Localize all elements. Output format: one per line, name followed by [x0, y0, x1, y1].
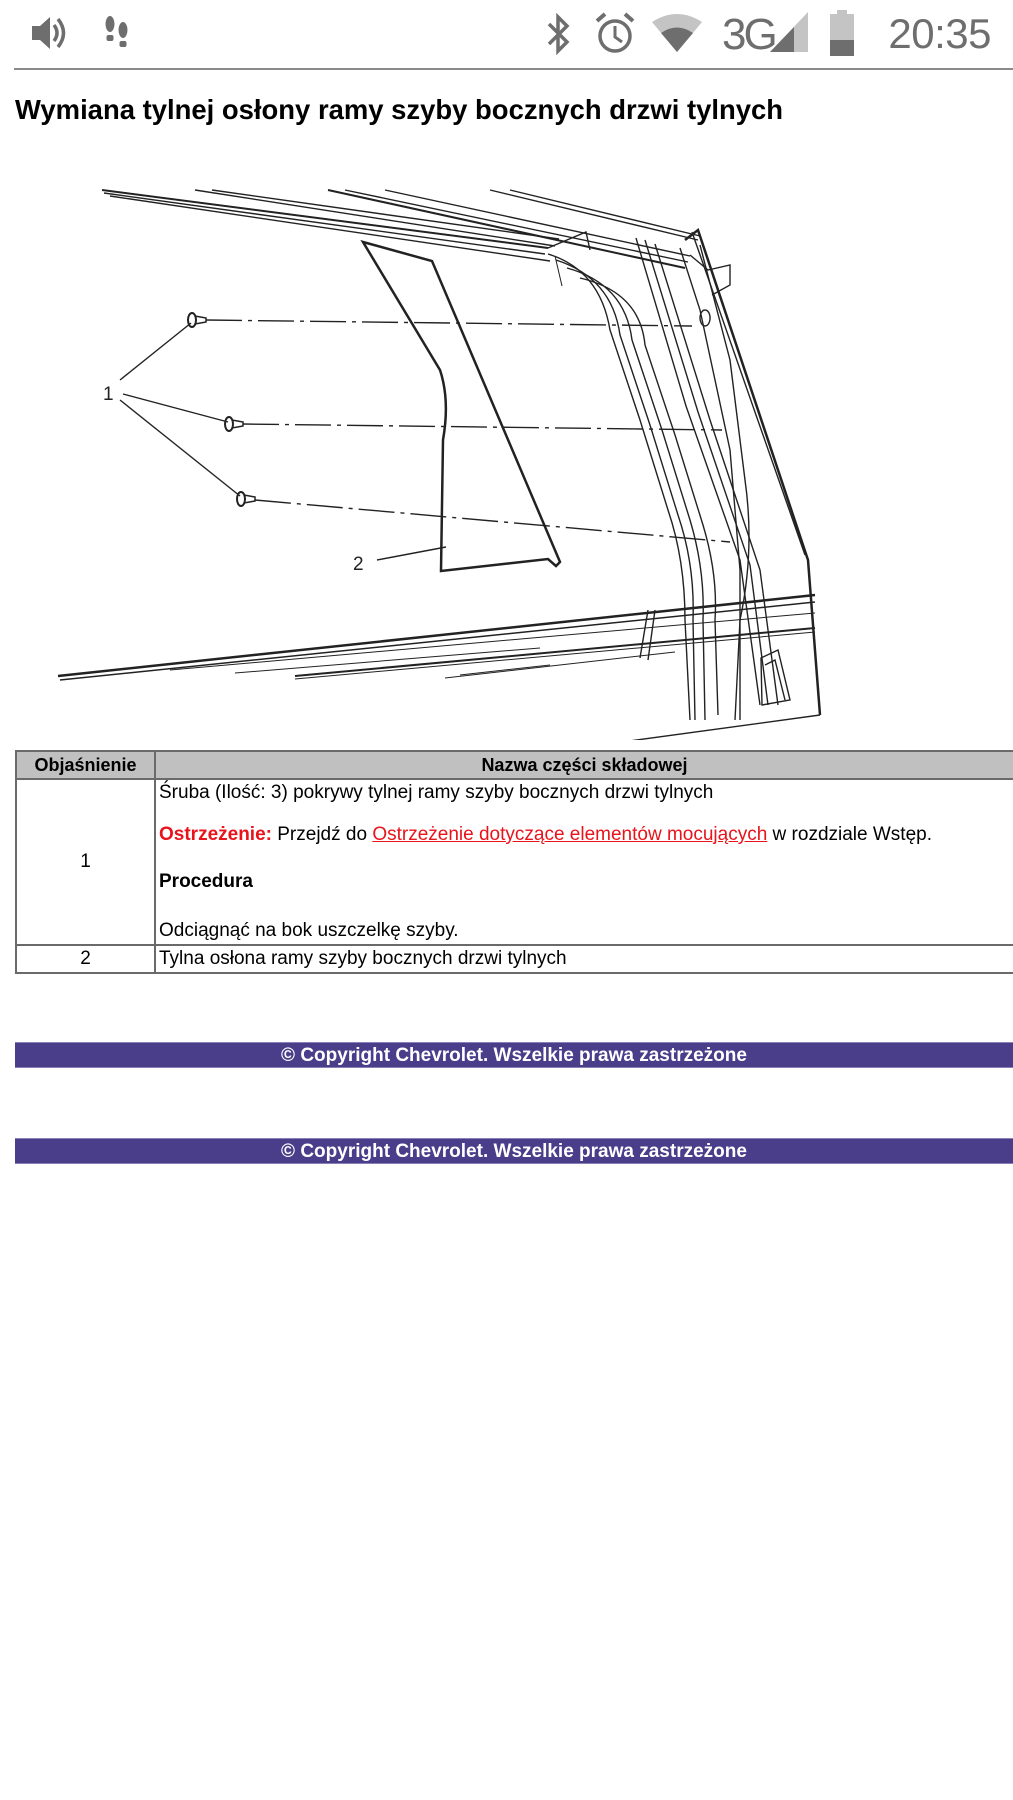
table-row: [16, 945, 1013, 973]
wifi-icon: [652, 12, 702, 54]
clock: 20:35: [888, 10, 991, 57]
row-description: [155, 779, 1013, 945]
table-row: [16, 779, 1013, 945]
parts-table: [15, 750, 1013, 974]
part-description: Śruba (Ilość: 3) pokrywy tylnej ramy szyby bocznych drzwi tylnych: [159, 782, 714, 803]
fastener-warning-link[interactable]: Ostrzeżenie dotyczące elementów mocujących: [372, 824, 768, 845]
callout-2: 2: [353, 554, 364, 575]
trim-panel-part-2: [363, 242, 560, 571]
callout-1: 1: [103, 384, 114, 405]
warning-suffix: w rozdziale Wstęp.: [767, 824, 933, 845]
network-type-label: 3G: [722, 10, 775, 59]
procedure-text: Odciągnąć na bok uszczelkę szyby.: [159, 920, 459, 941]
table-header-row: [16, 751, 1013, 779]
row-number: 1: [16, 779, 155, 945]
row-number: 2: [16, 945, 155, 973]
footsteps-icon: [102, 14, 132, 52]
bluetooth-icon: [546, 12, 572, 56]
alarm-icon: [594, 11, 636, 55]
warning-prefix: Przejdź do: [271, 824, 373, 845]
door-pillar: [600, 230, 820, 740]
sill-lines: [58, 595, 815, 680]
page-title: Wymiana tylnej osłony ramy szyby bocznych drzwi tylnych: [15, 94, 784, 125]
row-description: Tylna osłona ramy szyby bocznych drzwi tylnych: [155, 945, 1013, 973]
battery-icon: [830, 10, 854, 56]
volume-icon: [30, 14, 70, 52]
column-header-legend: Objaśnienie: [16, 751, 155, 779]
warning-label: Ostrzeżenie:: [159, 824, 272, 845]
copyright-footer: © Copyright Chevrolet. Wszelkie prawa zastrzeżone: [15, 1042, 1013, 1068]
status-bar: [0, 0, 1013, 66]
signal-icon: [770, 12, 808, 52]
copyright-footer: © Copyright Chevrolet. Wszelkie prawa zastrzeżone: [15, 1138, 1013, 1164]
divider: [14, 68, 1013, 70]
column-header-part-name: Nazwa części składowej: [155, 751, 1013, 779]
procedure-label: Procedura: [159, 871, 253, 892]
callout-leaders: [120, 323, 446, 560]
warning-note: [159, 824, 1011, 846]
technical-illustration: [0, 160, 1013, 740]
